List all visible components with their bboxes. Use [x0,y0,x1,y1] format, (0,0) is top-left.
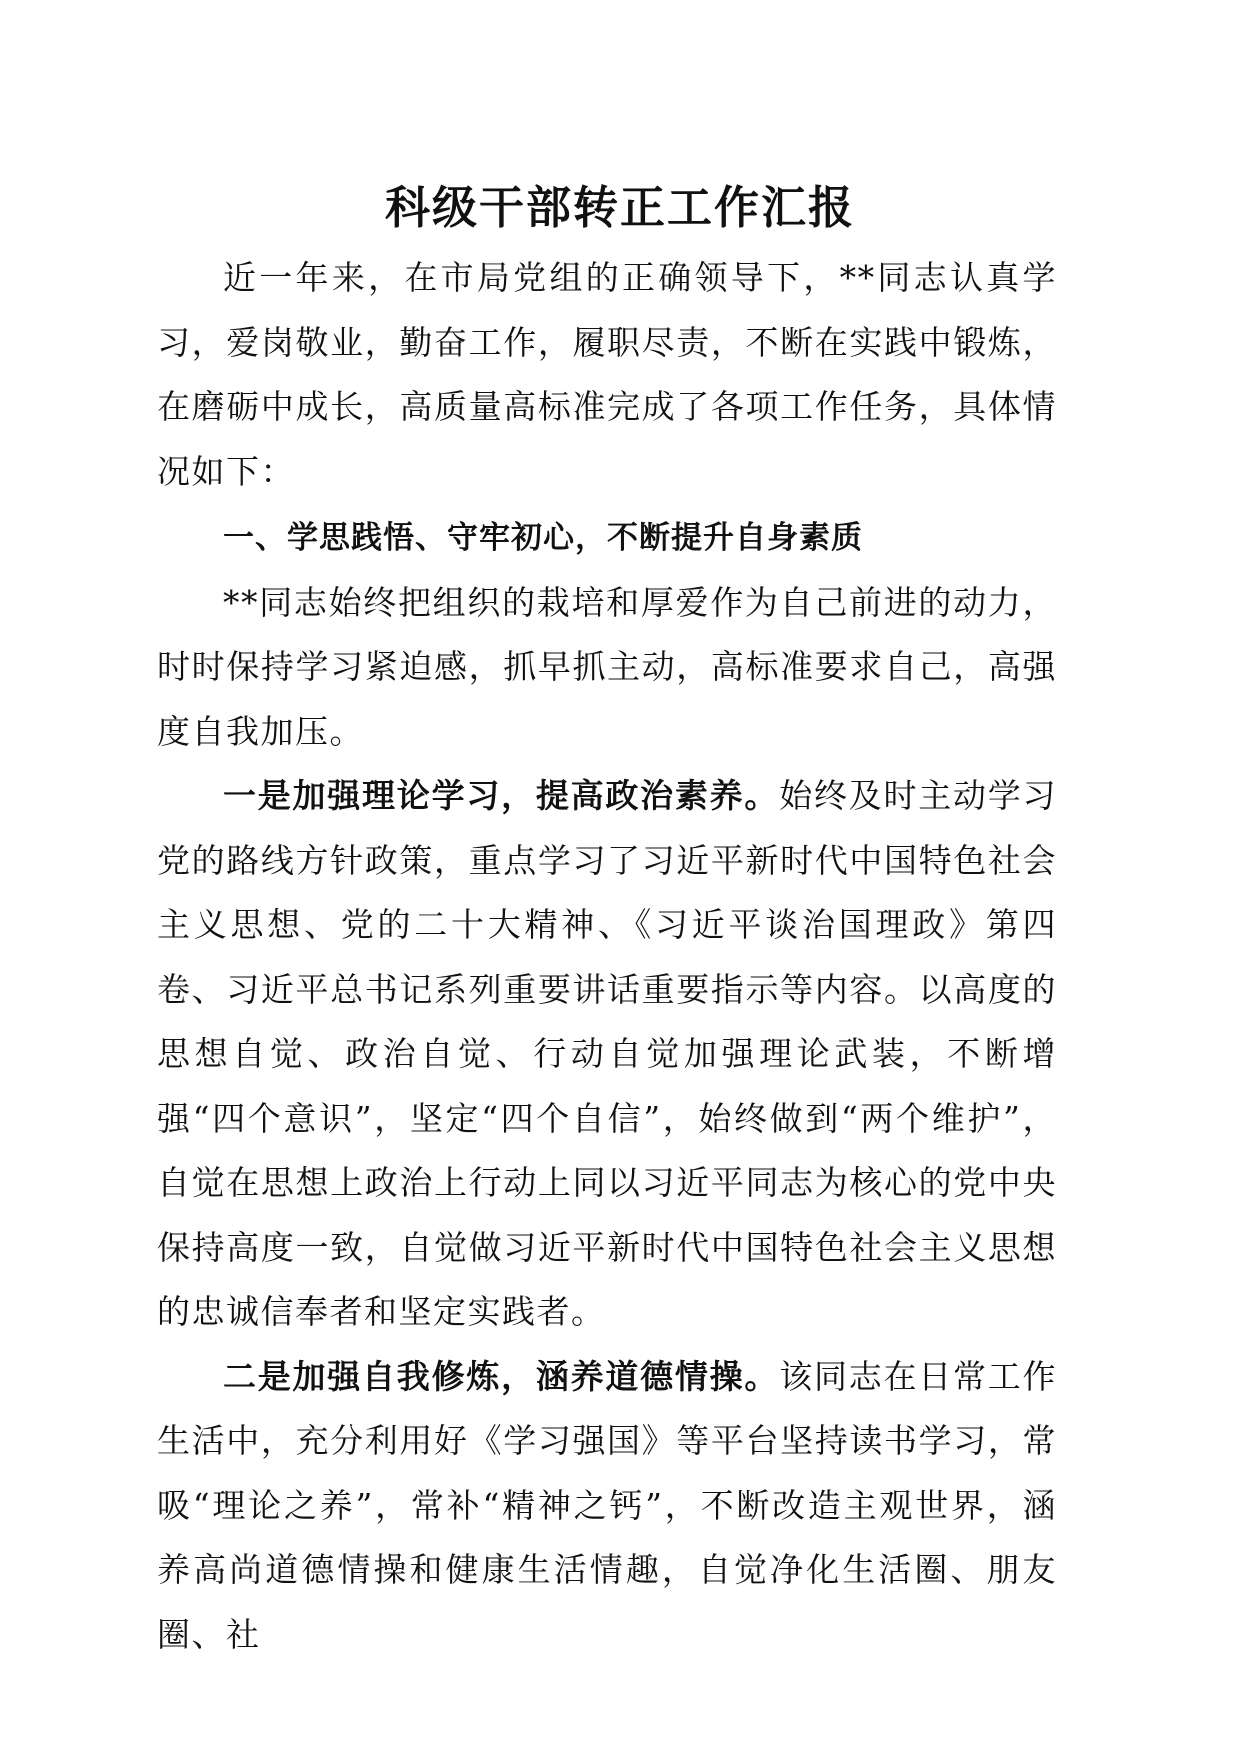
document-body [157,246,1057,1667]
intro-paragraph: 近一年来，在市局党组的正确领导下，**同志认真学习，爱岗敬业，勤奋工作，履职尽责，不断在实践中锻炼，在磨砺中成长，高质量高标准完成了各项工作任务，具体情况如下： [157,258,1057,491]
point-one-paragraph [157,764,1057,1345]
section-intro-paragraph: **同志始终把组织的栽培和厚爱作为自己前进的动力，时时保持学习紧迫感，抓早抓主动，高标准要求自己，高强度自我加压。 [157,582,1057,751]
point-one-lead: 一是加强理论学习，提高政治素养。 [223,776,780,815]
point-two-text: 该同志在日常工作生活中，充分利用好《学习强国》等平台坚持读书学习，常吸“理论之养”，常补“精神之钙”，不断改造主观世界，涵养高尚道德情操和健康生活情趣，自觉净化生活圈、朋友圈、社 [157,1356,1058,1654]
document-title: 科级干部转正工作汇报 [384,181,855,234]
section-heading: 一、学思践悟、守牢初心，不断提升自身素质 [223,520,863,556]
point-one-text: 始终及时主动学习党的路线方针政策，重点学习了习近平新时代中国特色社会主义思想、党的二十大精神、《习近平谈治国理政》第四卷、习近平总书记系列重要讲话重要指示等内容。以高度的思想自觉、政治自觉、行动自觉加强理论武装，不断增强“四个意识”，坚定“四个自信”，始终做到“两个维护”，自觉在思想上政治上行动上同以习近平同志为核心的党中央保持高度一致，自觉做习近平新时代中国特色社会主义思想的忠诚信奉者和坚定实践者。 [157,776,1058,1331]
point-two-paragraph [157,1345,1057,1668]
point-two-lead: 二是加强自我修炼，涵养道德情操。 [223,1356,780,1396]
